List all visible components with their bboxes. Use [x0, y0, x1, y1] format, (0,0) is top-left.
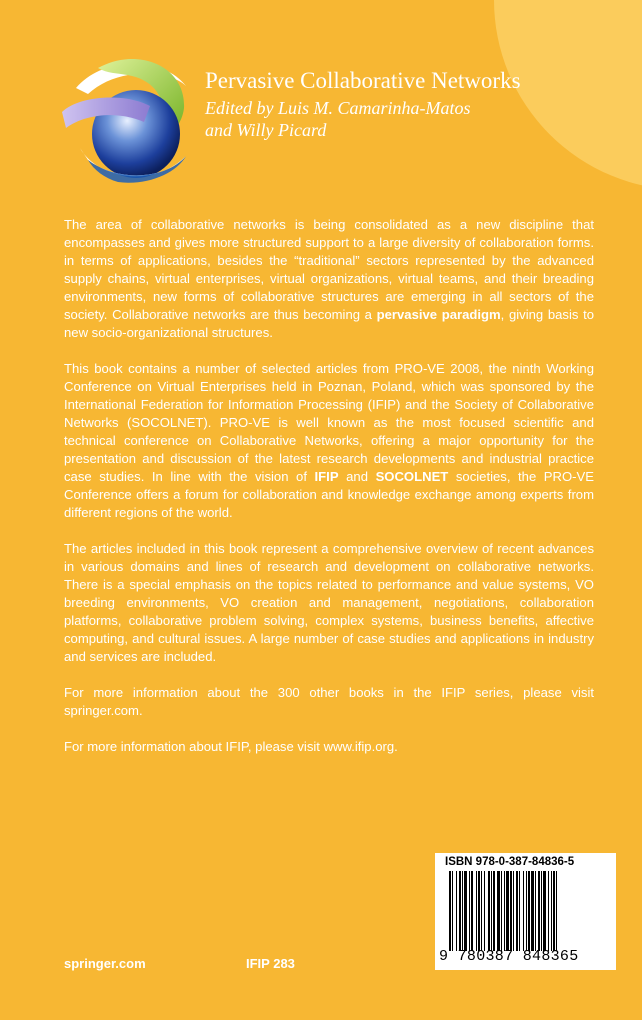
isbn-barcode [435, 853, 616, 970]
barcode-bar [481, 871, 482, 951]
editors-line-2: and Willy Picard [205, 120, 327, 140]
back-cover-description [64, 216, 594, 774]
barcode-bar [528, 871, 530, 951]
barcode-bar [543, 871, 546, 951]
barcode-bar [501, 871, 502, 951]
barcode-bar [519, 871, 520, 951]
barcode-bar [504, 871, 505, 951]
barcode-bar [538, 871, 540, 951]
barcode-bar [556, 871, 557, 951]
emphasis-pervasive-paradigm: pervasive paradigm [376, 307, 501, 322]
barcode-bar [462, 871, 463, 951]
barcode-bar [541, 871, 542, 951]
barcode-bar [523, 871, 524, 951]
barcode-bar [452, 871, 453, 951]
barcode-bar [516, 871, 518, 951]
barcode-bars [449, 871, 601, 951]
barcode-bar [531, 871, 534, 951]
paragraph-1: The area of collaborative networks is being consolidated as a new discipline that encompasses and gives more structured support to a large diversity of collaboration forms. in terms of applications, besides the “traditional” sectors represented by the advanced supply chains, virtual enterprises, virtual organizations, virtual teams, and their breading environments, new forms of collaborative structures are emerging in all sectors of the society. Collaborative networks are thus becoming a pervasive paradigm, giving basis to new socio-organizational structures. [64, 217, 595, 340]
barcode-bar [493, 871, 495, 951]
emphasis-ifip: IFIP [314, 469, 339, 484]
barcode-bar [449, 871, 451, 951]
isbn-label: ISBN 978-0-387-84836-5 [445, 856, 575, 868]
barcode-bar [510, 871, 512, 951]
publisher-url: springer.com [64, 956, 146, 971]
barcode-bar [551, 871, 552, 951]
paragraph-4: For more information about the 300 other books in the IFIP series, please visit springer.com. [64, 685, 594, 718]
paragraph-2: This book contains a number of selected articles from PRO-VE 2008, the ninth Working Conference on Virtual Enterprises held in Poznan, Poland, which was sponsored by the International Federation for Information Processing (IFIP) and the Society of Collaborative Networks (SOCOLNET). PRO-VE is well known as the most focused scientific and technical conference on Collaborative Networks, offering a major opportunity for the presentation and discussion of the latest research developments and industrial practice case studies. In line with the vision of IFIP and SOCOLNET societies, the PRO-VE Conference offers a forum for collaboration and knowledge exchange among experts from different regions of the world. [64, 361, 595, 520]
title-block [205, 67, 625, 141]
barcode-bar [526, 871, 527, 951]
barcode-bar [488, 871, 490, 951]
series-number: IFIP 283 [246, 956, 295, 971]
barcode-number: 9 780387 848365 [439, 948, 579, 965]
emphasis-socolnet: SOCOLNET [375, 469, 449, 484]
barcode-bar [535, 871, 536, 951]
barcode-bar [497, 871, 500, 951]
barcode-bar [553, 871, 555, 951]
ifip-globe-logo-icon [58, 48, 194, 188]
barcode-bar [456, 871, 457, 951]
barcode-bar [471, 871, 473, 951]
barcode-bar [491, 871, 492, 951]
barcode-bar [464, 871, 467, 951]
paragraph-3: The articles included in this book represent a comprehensive overview of recent advances in various domains and lines of research and development on collaborative networks. There is a special emphasis on the topics related to performance and value systems, VO breeding environments, VO creation and management, negotiations, collaboration platforms, collaborative problem solving, complex systems, business benefits, affective computing, and cultural issues. A large number of case studies and applications in industry and services are included. [64, 541, 594, 664]
barcode-bar [459, 871, 461, 951]
barcode-bar [513, 871, 514, 951]
barcode-bar [469, 871, 470, 951]
barcode-bar [548, 871, 549, 951]
barcode-bar [478, 871, 480, 951]
barcode-bar [484, 871, 485, 951]
barcode-bar [506, 871, 509, 951]
editors [205, 97, 625, 141]
barcode-bar [476, 871, 477, 951]
book-title: Pervasive Collaborative Networks [205, 68, 521, 93]
paragraph-5: For more information about IFIP, please visit www.ifip.org. [64, 739, 398, 754]
editors-line-1: Edited by Luis M. Camarinha-Matos [205, 98, 471, 118]
